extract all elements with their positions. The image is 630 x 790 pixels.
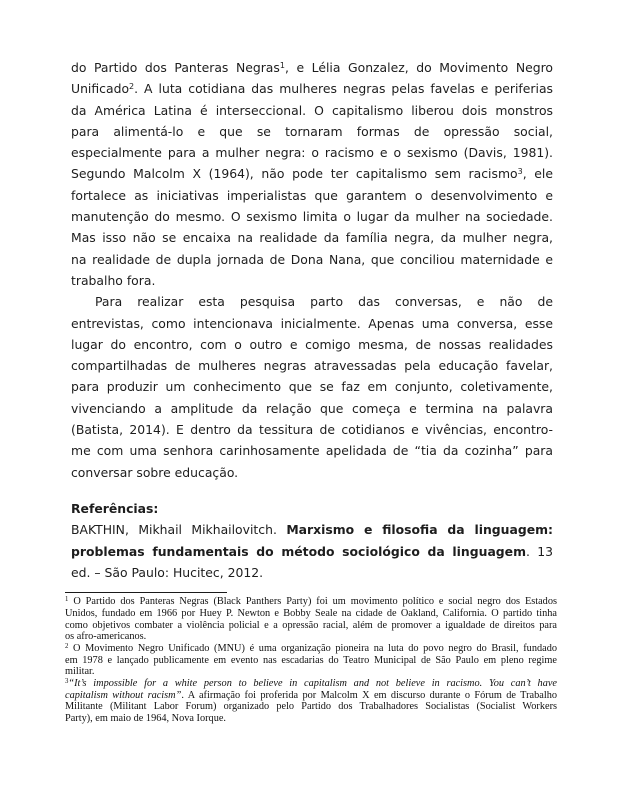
paragraph-2 [71, 291, 553, 483]
footnote-separator [65, 592, 227, 593]
text-segment: especialmente para a mulher negra: o racismo e o sexismo (Davis, 1981). [71, 145, 553, 161]
text-segment: O Partido dos Panteras Negras (Black Panthers Party) foi um movimento político e social negro dos Estados [68, 596, 557, 608]
text-segment: Mas isso não se encaixa na realidade da família negra, da mulher negra, [71, 230, 553, 246]
body-text-line [71, 142, 553, 163]
text-segment: capitalism without racism” [65, 689, 182, 701]
text-segment: , e Lélia Gonzalez, do Movimento Negro [284, 60, 553, 75]
footnote-line [65, 655, 557, 667]
body-text-line [71, 227, 553, 248]
body-text-line [71, 78, 553, 99]
text-segment: da América Latina é interseccional. O capitalismo liberou dois monstros [71, 102, 553, 118]
body-text-line [71, 440, 553, 461]
body-text-line [71, 462, 553, 483]
text-segment: vivenciando a amplitude da relação que começa e termina na palavra [71, 400, 553, 416]
body-text-line [71, 163, 553, 184]
footnote-marker: 3 [65, 677, 69, 685]
text-segment: BAKTHIN, Mikhail Mikhailovitch. [71, 522, 287, 538]
references-heading: Referências: [71, 500, 159, 516]
body-text-line [71, 334, 553, 355]
text-segment: para produzir um conhecimento que se faz em conjunto, coletivamente, [71, 379, 553, 395]
footnote-1 [65, 596, 557, 643]
text-segment: compartilhadas de mulheres negras atravessadas pela educação favelar, [71, 358, 553, 374]
footnote-line [65, 631, 557, 643]
footnote-marker: 2 [129, 82, 135, 92]
text-segment: militar. [65, 666, 95, 678]
text-segment: do Partido dos Panteras Negras [71, 60, 280, 75]
body-text-line [71, 57, 553, 78]
reference-line [71, 541, 553, 562]
reference-line [71, 562, 553, 583]
text-segment: Party), em maio de 1964, Nova Iorque. [65, 713, 226, 724]
body-text-line [71, 121, 553, 142]
text-segment: trabalho fora. [71, 272, 156, 288]
body-text-line [71, 291, 553, 312]
text-segment: Para realizar esta pesquisa parto das conversas, e não de [95, 294, 553, 310]
footnotes-section [65, 596, 557, 725]
footnote-line [65, 690, 557, 702]
text-segment: entrevistas, como intencionava inicialmente. Apenas uma conversa, esse [71, 315, 553, 331]
body-text-line [71, 376, 553, 397]
text-segment: “It’s impossible for a white person to believe in capitalism and not believe in racismo. You can’t have [68, 677, 557, 689]
text-segment: na realidade de dupla jornada de Dona Nana, que conciliou maternidade e [71, 251, 553, 267]
footnote-marker: 2 [65, 642, 69, 650]
text-segment: os afro-americanos. [65, 631, 147, 643]
text-segment: Unificado [71, 81, 130, 97]
text-segment: fortalece as iniciativas imperialistas que garantem o desenvolvimento e [71, 187, 553, 203]
text-segment: me com uma senhora carinhosamente apelidada de “tia da cozinha” para [71, 443, 553, 459]
paragraph-1 [71, 57, 553, 291]
body-text-line [71, 206, 553, 227]
text-segment: para alimentá-lo e que se tornaram formas de opressão social, [71, 123, 553, 139]
footnote-3 [65, 678, 557, 725]
footnote-2 [65, 643, 557, 678]
reference-line [71, 519, 553, 540]
footnote-line [65, 643, 557, 655]
text-segment: problemas fundamentais do método sociológico da linguagem [71, 543, 526, 559]
text-segment: ed. – São Paulo: Hucitec, 2012. [71, 564, 264, 580]
text-segment: (Batista, 2014). E dentro da tessitura de cotidianos e vivências, encontro- [71, 422, 553, 438]
footnote-marker: 1 [279, 61, 285, 70]
text-segment: conversar sobre educação. [71, 464, 239, 480]
footnote-line [65, 620, 557, 632]
text-segment: Militante (Militant Labor Forum) organizado pelo Partido dos Trabalhadores Socialistas (Socialist Workers [65, 701, 557, 713]
body-text-line [71, 419, 553, 440]
body-text-line [71, 270, 553, 291]
body-text-line [71, 398, 553, 419]
body-text-line [71, 355, 553, 376]
reference-entry [71, 519, 553, 583]
footnote-line [65, 701, 557, 713]
page-content [65, 57, 557, 725]
footnote-marker: 3 [517, 167, 523, 177]
body-text [71, 57, 553, 483]
text-segment: lugar do encontro, com o outro e comigo mesma, de nossas realidades [71, 336, 553, 352]
footnote-line [65, 678, 557, 690]
text-segment: em 1978 e lançado publicamente em evento nas escadarias do Teatro Municipal de São Paulo em pleno regime [65, 654, 557, 666]
text-segment: . 13 [526, 543, 553, 559]
body-text-line [71, 249, 553, 270]
text-segment: como objetivos combater a violência policial e a opressão racial, além de promover a igualdade de direitos para [65, 619, 557, 631]
footnote-line [65, 608, 557, 620]
body-text-line [71, 100, 553, 121]
text-segment: O Movimento Negro Unificado (MNU) é uma organização pioneira na luta do povo negro do Brasil, fundado [68, 642, 557, 654]
text-segment: Marxismo e filosofia da linguagem: [286, 522, 553, 538]
text-segment: . A luta cotidiana das mulheres negras pelas favelas e periferias [134, 81, 553, 97]
footnote-line [65, 666, 557, 678]
text-segment: . A afirmação foi proferida por Malcolm X em discurso durante o Fórum de Trabalho [181, 689, 557, 701]
text-segment: manutenção do mesmo. O sexismo limita o lugar da mulher na sociedade. [71, 209, 553, 225]
footnote-line [65, 713, 557, 725]
text-segment: , ele [522, 166, 553, 182]
text-segment: Unidos, fundado em 1966 por Huey P. Newton e Bobby Seale na cidade de Oakland, California. O partido tinha [65, 607, 557, 619]
footnote-line [65, 596, 557, 608]
footnote-marker: 1 [65, 596, 69, 604]
body-text-line [71, 185, 553, 206]
body-text-line [71, 313, 553, 334]
references-section [71, 498, 553, 583]
text-segment: Segundo Malcolm X (1964), não pode ter capitalismo sem racismo [71, 166, 518, 182]
